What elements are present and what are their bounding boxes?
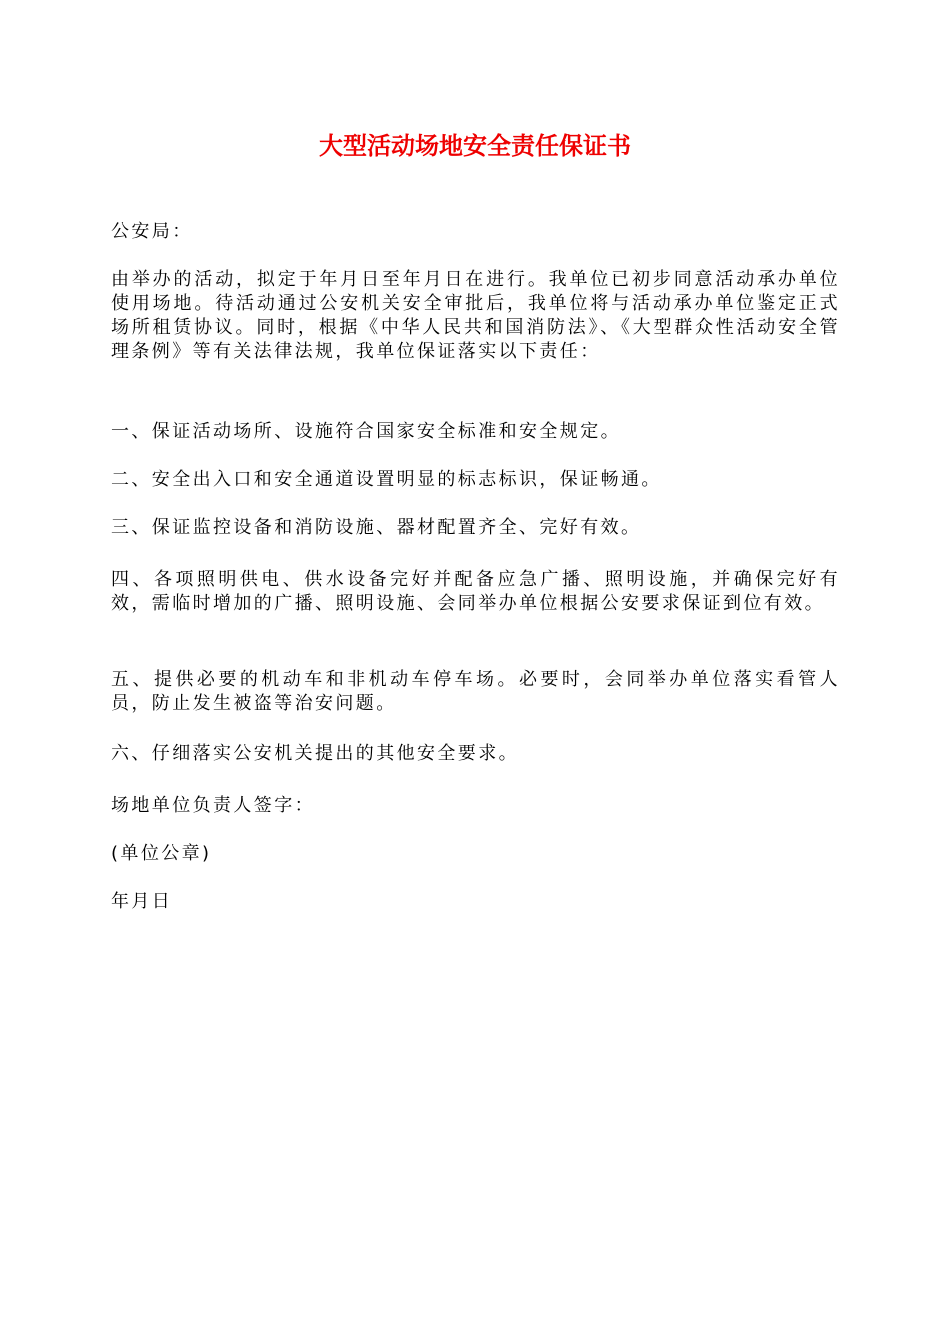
responsibility-item-2: 二、安全出入口和安全通道设置明显的标志标识，保证畅通。 [111, 469, 662, 490]
intro-paragraph: 由举办的活动，拟定于年月日至年月日在进行。我单位已初步同意活动承办单位使用场地。待活动通过公安机关安全审批后，我单位将与活动承办单位鉴定正式场所租赁协议。同时，根据《中华人民共和国消防法》、《大型群众性活动安全管理条例》等有关法律法规，我单位保证落实以下责任： [111, 269, 840, 362]
responsibility-item-1: 一、保证活动场所、设施符合国家安全标准和安全规定。 [111, 421, 621, 442]
signature-label: 场地单位负责人签字： [111, 795, 315, 816]
seal-label: (单位公章) [111, 843, 212, 864]
responsibility-item-4: 四、各项照明供电、供水设备完好并配备应急广播、照明设施，并确保完好有效，需临时增加的广播、照明设施、会同举办单位根据公安要求保证到位有效。 [111, 569, 840, 614]
responsibility-item-6: 六、仔细落实公安机关提出的其他安全要求。 [111, 743, 519, 764]
salutation: 公安局： [111, 221, 193, 242]
responsibility-item-5: 五、提供必要的机动车和非机动车停车场。必要时，会同举办单位落实看管人员，防止发生被盗等治安问题。 [111, 669, 840, 714]
document-title: 大型活动场地安全责任保证书 [319, 132, 631, 160]
responsibility-item-3: 三、保证监控设备和消防设施、器材配置齐全、完好有效。 [111, 517, 642, 538]
date-label: 年月日 [111, 891, 173, 912]
